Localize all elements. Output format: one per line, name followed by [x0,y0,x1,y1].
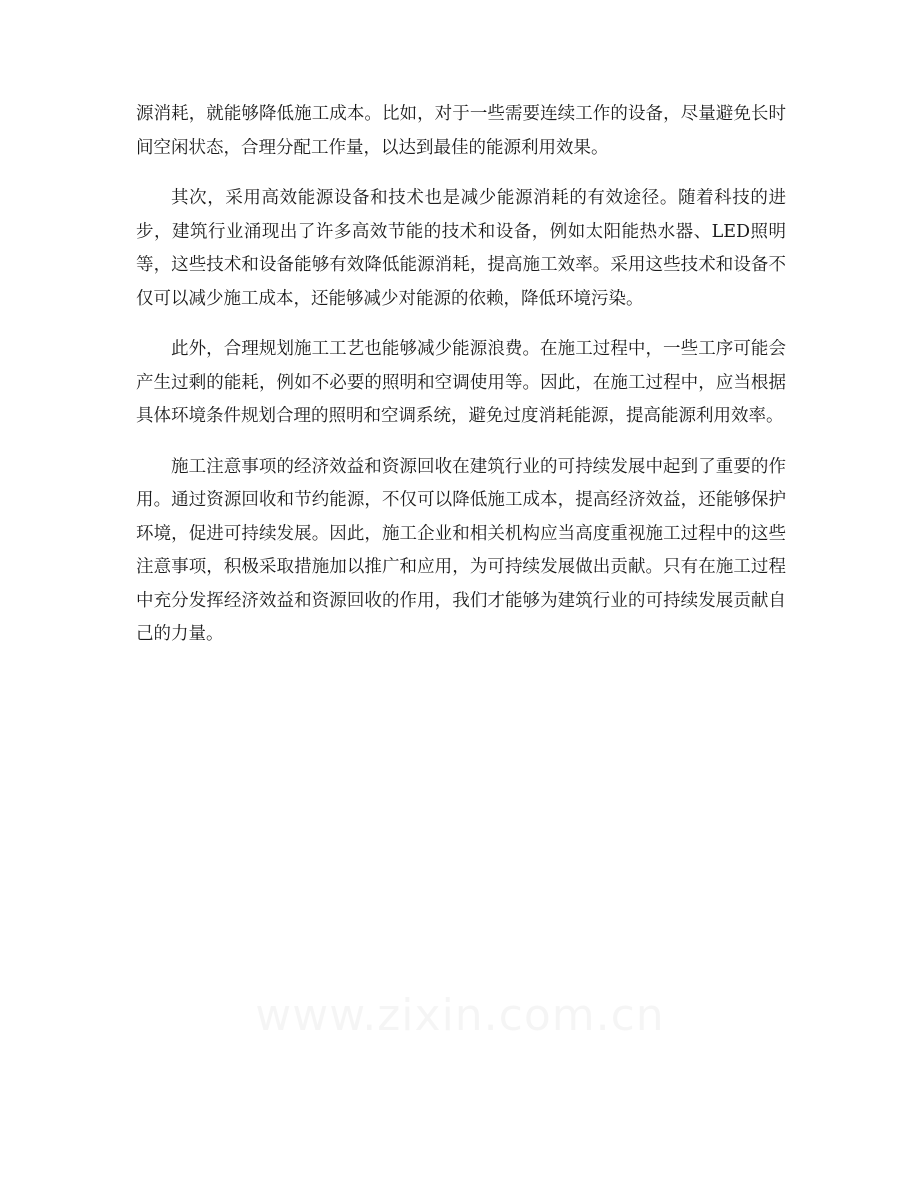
paragraph-4: 施工注意事项的经济效益和资源回收在建筑行业的可持续发展中起到了重要的作用。通过资源回收和节约能源，不仅可以降低施工成本，提高经济效益，还能够保护环境，促进可持续发展。因此，施工企业和相关机构应当高度重视施工过程中的这些注意事项，积极采取措施加以推广和应用，为可持续发展做出贡献。只有在施工过程中充分发挥经济效益和资源回收的作用，我们才能够为建筑行业的可持续发展贡献自己的力量。 [136,456,786,644]
paragraph-3: 此外，合理规划施工工艺也能够减少能源浪费。在施工过程中，一些工序可能会产生过剩的能耗，例如不必要的照明和空调使用等。因此，在施工过程中，应当根据具体环境条件规划合理的照明和空调系统，避免过度消耗能源，提高能源利用效率。 [136,339,786,426]
document-body [136,98,786,669]
watermark [0,990,920,1041]
paragraph-1: 源消耗，就能够降低施工成本。比如，对于一些需要连续工作的设备，尽量避免长时间空闲状态，合理分配工作量，以达到最佳的能源利用效果。 [136,104,786,158]
paragraph-2: 其次，采用高效能源设备和技术也是减少能源消耗的有效途径。随着科技的进步，建筑行业涌现出了许多高效节能的技术和设备，例如太阳能热水器、LED照明等，这些技术和设备能够有效降低能源消耗，提高施工效率。采用这些技术和设备不仅可以减少施工成本，还能够减少对能源的依赖，降低环境污染。 [136,188,786,309]
